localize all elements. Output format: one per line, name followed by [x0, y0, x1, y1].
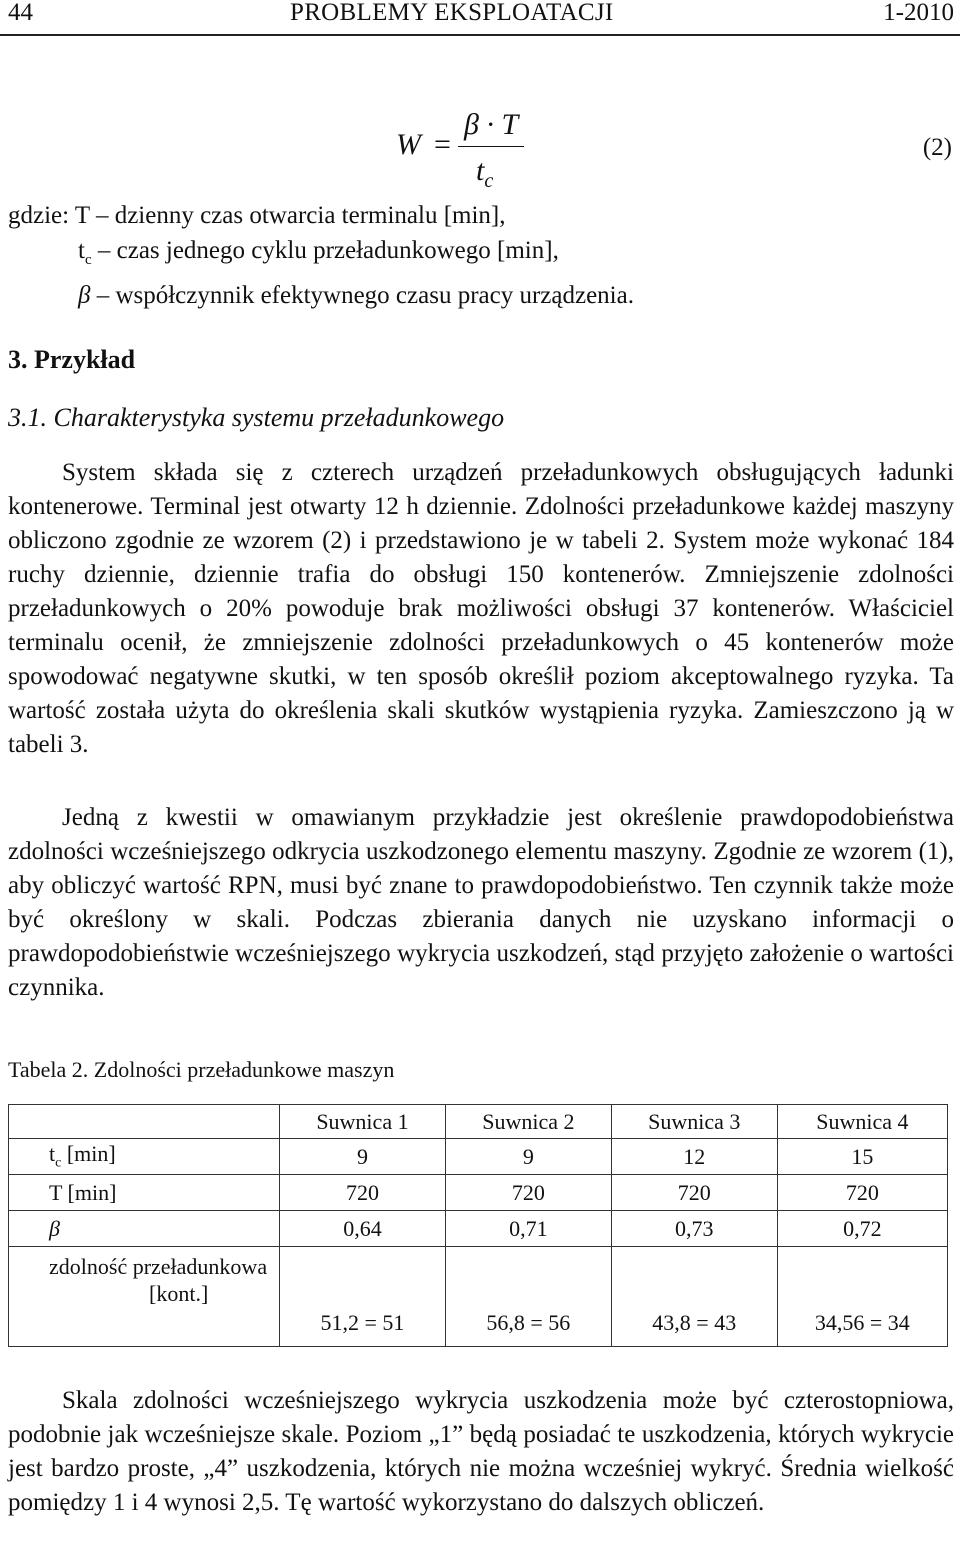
- row-label-base: t: [49, 1141, 56, 1167]
- table-cell: 0,71: [445, 1211, 611, 1247]
- row-label-line-1: zdolność przeładunkowa: [49, 1254, 268, 1279]
- paragraph-2: [8, 801, 954, 1005]
- column-header: Suwnica 1: [280, 1105, 446, 1139]
- formula-lhs: W: [396, 128, 421, 161]
- table-corner: [9, 1105, 280, 1139]
- table-row: [9, 1247, 948, 1347]
- paragraph-1-text: System składa się z czterech urządzeń przeładunkowych obsługujących ładunki kontenerowe. Terminal jest otwarty 12 h dziennie. Zdolności przeładunkowe każdej maszyny obliczono zgodnie ze wzorem (2) i przedstawiono je w tabeli 2. System może wykonać 184 ruchy dziennie, dziennie trafia do obsługi 150 kontenerów. Zmniejszenie zdolności przeładunkowych o 20% powoduje brak możliwości obsługi 37 kontenerów. Właściciel terminalu ocenił, że zmniejszenie zdolności przeładunkowych o 45 kontenerów może spowodować negatywne skutki, w ten sposób określił poziom akceptowalnego ryzyka. Ta wartość została użyta do określenia skali skutków wystąpienia ryzyka. Zamieszczono ją w tabeli 3.: [8, 459, 954, 758]
- table-cell: 720: [611, 1175, 777, 1211]
- journal-title: PROBLEMY EKSPLOATACJI: [290, 0, 614, 26]
- column-header: Suwnica 3: [611, 1105, 777, 1139]
- table-header-row: [9, 1105, 948, 1139]
- row-label-line-2: [kont.]: [149, 1281, 209, 1306]
- table-cell: 0,73: [611, 1211, 777, 1247]
- formula-2: [396, 104, 536, 200]
- column-header: Suwnica 2: [445, 1105, 611, 1139]
- table-cell: 0,72: [777, 1211, 947, 1247]
- subsection-heading: 3.1. Charakterystyka systemu przeładunkowego: [8, 403, 505, 432]
- page-number: 44: [8, 0, 33, 26]
- row-label-tc: [9, 1139, 280, 1175]
- issue-number: 1-2010: [883, 0, 954, 26]
- table-caption: Tabela 2. Zdolności przeładunkowe maszyn: [8, 1057, 395, 1082]
- tc-description: – czas jednego cyklu przeładunkowego [min],: [91, 237, 559, 264]
- page-header: [0, 0, 960, 36]
- paragraph-2-text: Jedną z kwestii w omawianym przykładzie jest określenie prawdopodobieństwa zdolności wcześniejszego odkrycia uszkodzonego elementu maszyny. Zgodnie ze wzorem (1), aby obliczyć wartość RPN, musi być znane to prawdopodobieństwo. Ten czynnik także może być określony w skali. Podczas zbierania danych nie uzyskano informacji o prawdopodobieństwie wcześniejszego wykrycia uszkodzeń, stąd przyjęto założenie o wartości czynnika.: [8, 804, 954, 1001]
- row-label-unit: [min]: [61, 1141, 116, 1167]
- formula-equals: =: [434, 128, 451, 161]
- formula-numerator: β · T: [464, 108, 519, 141]
- column-header: Suwnica 4: [777, 1105, 947, 1139]
- row-label-subscript: c: [55, 1155, 62, 1171]
- paragraph-3: [8, 1384, 954, 1520]
- denominator-subscript: c: [484, 170, 494, 192]
- denominator-base: t: [476, 154, 485, 187]
- legend-line-tc: [8, 233, 634, 278]
- paragraph-3-text: Skala zdolności wcześniejszego wykrycia uszkodzenia może być czterostopniowa, podobnie jak wcześniejsze skale. Poziom „1” będą posiadać te uszkodzenia, których wykrycie jest bardzo proste, „4” uszkodzenia, których nie można wcześniej wykryć. Średnia wielkość pomiędzy 1 i 4 wynosi 2,5. Tę wartość wykorzystano do dalszych obliczeń.: [8, 1387, 954, 1516]
- table-cell: 51,2 = 51: [280, 1247, 446, 1347]
- table-row: [9, 1139, 948, 1175]
- formula-denominator: [476, 154, 493, 193]
- table-cell: 43,8 = 43: [611, 1247, 777, 1347]
- section-heading: 3. Przykład: [8, 345, 136, 374]
- table-cell: 56,8 = 56: [445, 1247, 611, 1347]
- table-cell: 15: [777, 1139, 947, 1175]
- paragraph-1: [8, 456, 954, 762]
- beta-description: – współczynnik efektywnego czasu pracy urządzenia.: [90, 282, 634, 309]
- table-cell: 12: [611, 1139, 777, 1175]
- table-cell: 34,56 = 34: [777, 1247, 947, 1347]
- table-cell: 720: [777, 1175, 947, 1211]
- equation-number: (2): [922, 134, 952, 161]
- tc-base: t: [78, 237, 85, 264]
- fraction-bar: [458, 146, 524, 147]
- row-label-beta: β: [9, 1211, 280, 1247]
- legend-line-T: gdzie: T – dzienny czas otwarcia terminalu [min],: [8, 202, 506, 229]
- table-cell: 0,64: [280, 1211, 446, 1247]
- capacity-table: [8, 1104, 948, 1347]
- row-label-T: T [min]: [9, 1175, 280, 1211]
- table-cell: 9: [280, 1139, 446, 1175]
- legend-line-beta: [8, 278, 634, 313]
- beta-symbol: β: [78, 282, 91, 309]
- table-cell: 9: [445, 1139, 611, 1175]
- table-cell: 720: [280, 1175, 446, 1211]
- row-label-capacity: [9, 1247, 280, 1347]
- table-cell: 720: [445, 1175, 611, 1211]
- table-row: [9, 1211, 948, 1247]
- table-row: [9, 1175, 948, 1211]
- tc-subscript: c: [84, 252, 92, 268]
- formula-legend: [8, 198, 634, 313]
